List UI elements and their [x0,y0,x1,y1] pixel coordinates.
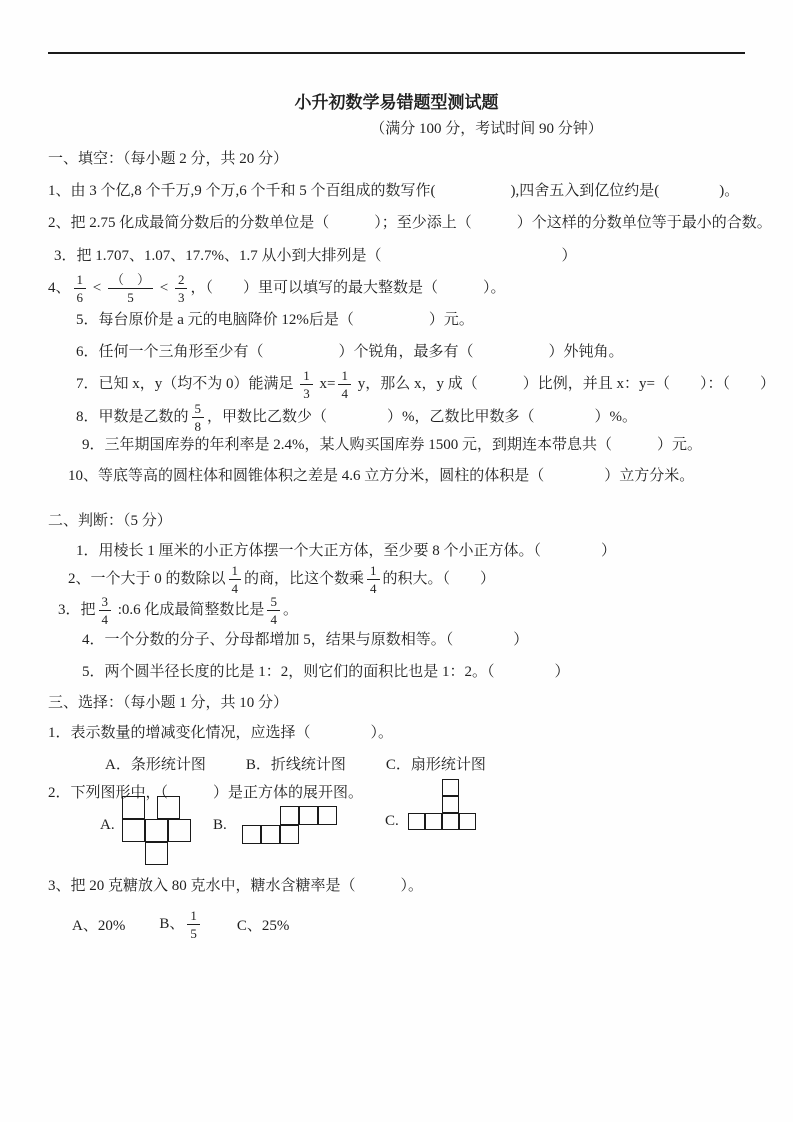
judge-question-4: 4．一个分数的分子、分母都增加 5，结果与原数相等。（ ） [82,632,529,648]
choice-q1-options [48,755,745,776]
choice-question-2: 2．下列图形中，（ ）是正方体的展开图。 [48,785,364,801]
choice-q1-option-c: C．扇形统计图 [385,757,486,773]
fill-question-8: 8．甲数是乙数的 $\frac{5}{8}$ ，甲数比乙数少（ ）%，乙数比甲数多（ ）%。 [76,401,638,434]
choice-q3-option-c: C、25% [236,918,290,934]
fill-question-1: 1、由 3 个亿,8 个千万,9 个万,6 个千和 5 个百组成的数写作( ),四舍五入到亿位约是( )。 [48,183,740,199]
cube-net-c-label: C. [385,813,399,829]
choice-question-1: 1．表示数量的增减变化情况，应选择（ ）。 [48,725,394,741]
judge-question-5: 5．两个圆半径长度的比是 1：2，则它们的面积比也是 1：2。（ ） [82,664,570,680]
fill-question-9: 9．三年期国库券的年利率是 2.4%，某人购买国库券 1500 元，到期连本带息共（ ）元。 [82,437,702,453]
cube-net-b-diagram [242,806,337,844]
fill-question-10: 10、等底等高的圆柱体和圆锥体积之差是 4.6 立方分米，圆柱的体积是（ ）立方分米。 [68,468,695,484]
page-subtitle: （满分 100 分，考试时间 90 分钟） [370,121,603,137]
judge-question-3: 3．把 $\frac{3}{4}$ :0.6 化成最简整数比是 $\frac{5}{4}$ 。 [58,594,298,627]
choice-q2-region [48,776,745,876]
cube-net-c-diagram [408,779,476,830]
choice-q1-option-a: A．条形统计图 [105,757,206,773]
fill-question-5: 5．每台原价是 a 元的电脑降价 12%后是（ ）元。 [76,312,474,328]
choice-q3-options [48,909,745,940]
choice-q3-option-b: B、 $\frac{1}{5}$ [159,909,203,940]
fill-question-7: 7．已知 x，y（均不为 0）能满足 $\frac{1}{3}$ x= $\frac{1}{4}$ y，那么 x，y 成（ ）比例，并且 x：y=（ ）：（ ） [76,368,775,401]
header-rule [48,52,745,54]
choice-q3-option-a: A、20% [72,918,126,934]
section-judge-heading: 二、判断：（5 分） [48,513,172,529]
cube-net-a-label: A. [100,817,115,833]
cube-net-b-label: B. [213,817,227,833]
choice-q1-option-b: B．折线统计图 [245,757,346,773]
choice-question-3: 3、把 20 克糖放入 80 克水中，糖水含糖率是（ ）。 [48,878,424,894]
section-choice-heading: 三、选择：（每小题 1 分，共 10 分） [48,695,289,711]
section-fill-heading: 一、填空：（每小题 2 分，共 20 分） [48,151,289,167]
fill-question-6: 6．任何一个三角形至少有（ ）个锐角，最多有（ ）外钝角。 [76,344,624,360]
cube-net-a-diagram [122,796,191,865]
fill-question-4: 4、 $\frac{1}{6}$ < $\frac{( )}{5}$ < $\frac{2}{3}$ ，（ ）里可以填写的最大整数是（ ）。 [48,272,506,305]
fill-question-2: 2、把 2.75 化成最简分数后的分数单位是（ ）；至少添上（ ）个这样的分数单位等于最小的合数。 [48,215,772,231]
judge-question-2: 2、一个大于 0 的数除以 $\frac{1}{4}$ 的商，比这个数乘 $\frac{1}{4}$ 的积大。（ ） [68,563,496,596]
page-title: 小升初数学易错题型测试题 [294,93,499,112]
fill-question-3: 3．把 1.707、1.07、17.7%、1.7 从小到大排列是（ ） [54,248,577,264]
judge-question-1: 1．用棱长 1 厘米的小正方体摆一个大正方体，至少要 8 个小正方体。（ ） [76,543,617,559]
